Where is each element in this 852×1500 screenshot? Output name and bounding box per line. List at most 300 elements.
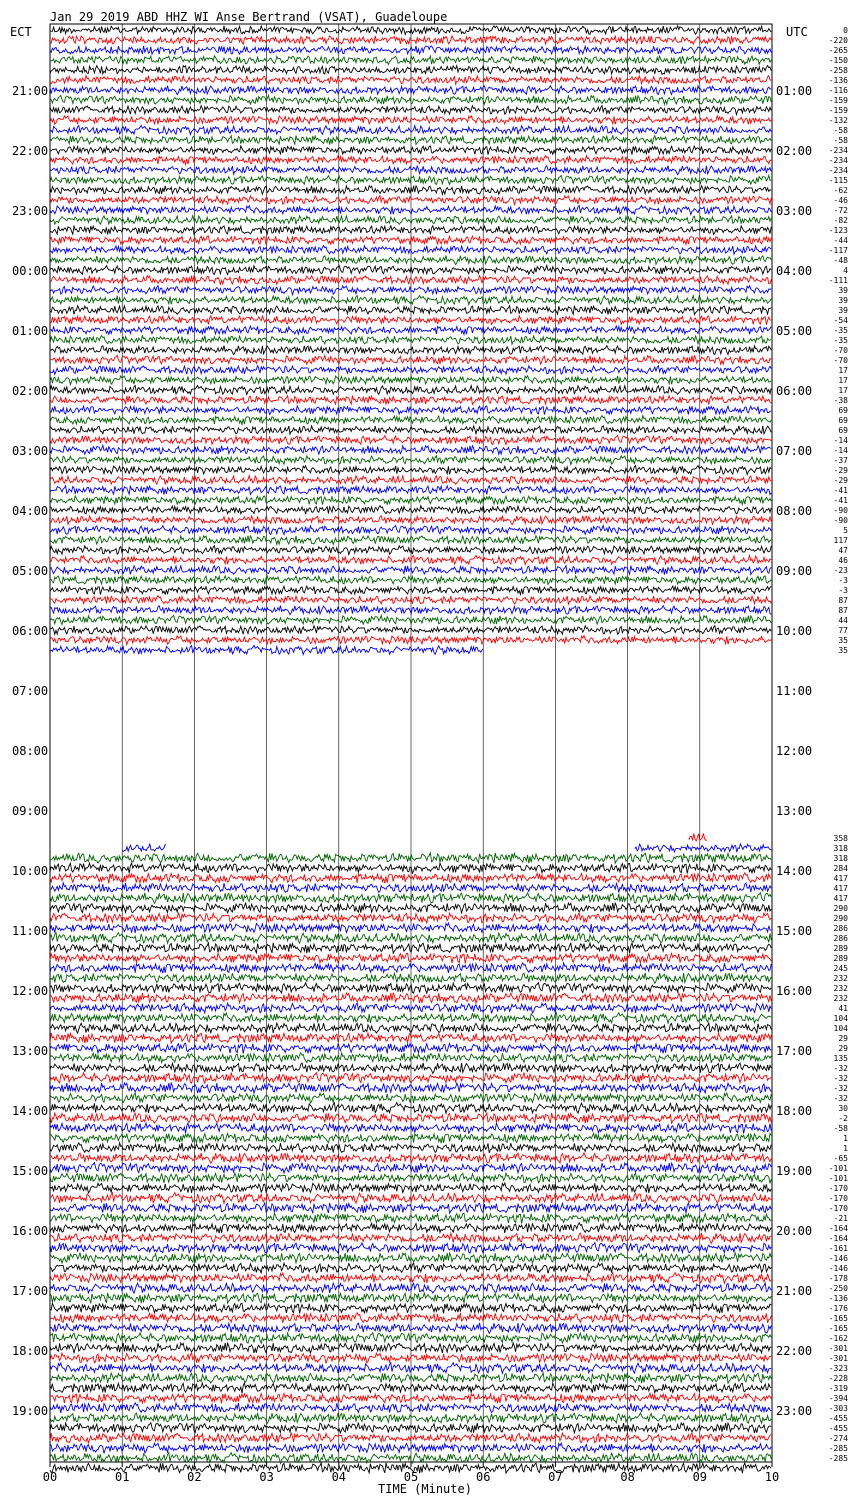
trace-offset-label: -301: [828, 1354, 848, 1363]
trace-bottom-33: [50, 1173, 771, 1183]
trace-top-9: [50, 116, 771, 125]
trace-bottom-48: [50, 1323, 771, 1334]
trace-top-11: [50, 136, 771, 145]
trace-offset-label: -123: [828, 226, 848, 235]
trace-top-12: [50, 146, 771, 155]
left-hour-label: 14:00: [12, 1104, 49, 1118]
trace-top-50: [50, 525, 771, 534]
trace-top-41: [50, 435, 771, 444]
right-hour-label: 06:00: [776, 384, 813, 398]
trace-offset-label: 1: [843, 1144, 848, 1153]
trace-offset-label: -32: [833, 1094, 848, 1103]
trace-offset-label: -285: [828, 1454, 848, 1463]
left-hour-label: 21:00: [12, 84, 49, 98]
trace-bottom-41: [50, 1253, 771, 1263]
trace-offset-label: 4: [843, 266, 848, 275]
trace-bottom-58: [50, 1423, 771, 1433]
trace-top-39: [50, 416, 771, 425]
right-hour-labels: [776, 84, 812, 1418]
trace-top-4: [50, 66, 771, 75]
trace-bottom-15: [50, 993, 771, 1003]
trace-top-38: [50, 406, 771, 415]
trace-offset-label: 30: [838, 1104, 848, 1113]
trace-offset-label: -159: [828, 106, 848, 115]
right-hour-label: 04:00: [776, 264, 813, 278]
trace-bottom-38: [50, 1223, 771, 1233]
trace-offset-label: 318: [833, 854, 848, 863]
trace-top-29: [50, 316, 771, 325]
trace-top-6: [50, 86, 771, 95]
trace-offset-label: -117: [828, 246, 848, 255]
trace-offset-label: -150: [828, 56, 848, 65]
trace-offset-label: -32: [833, 1074, 848, 1083]
trace-bottom-60: [50, 1443, 771, 1453]
trace-offset-label: -44: [833, 236, 848, 245]
trace-bottom-14: [50, 983, 771, 994]
trace-bottom-22: [50, 1063, 771, 1074]
trace-offset-label: -178: [828, 1274, 848, 1283]
trace-offset-label: 29: [838, 1044, 848, 1053]
trace-top-2: [50, 46, 771, 54]
x-tick-label: 03: [259, 1470, 274, 1484]
trace-offset-label: 69: [838, 416, 848, 425]
trace-offset-label: 17: [838, 386, 848, 395]
trace-offset-label: -70: [833, 346, 848, 355]
trace-offset-label: -29: [833, 466, 848, 475]
trace-top-58: [50, 606, 771, 615]
trace-offset-label: 39: [838, 296, 848, 305]
trace-bottom-34: [50, 1183, 771, 1193]
trace-offset-label: -58: [833, 126, 848, 135]
trace-offset-label: 232: [833, 994, 848, 1003]
right-hour-label: 08:00: [776, 504, 813, 518]
trace-bottom-52: [50, 1363, 771, 1374]
trace-bottom-17: [50, 1013, 771, 1024]
trace-top-8: [50, 106, 771, 115]
trace-offset-label: -101: [828, 1174, 848, 1183]
trace-bottom-8: [50, 923, 771, 933]
trace-top-55: [50, 576, 771, 585]
trace-top-13: [50, 156, 771, 165]
trace-top-30: [50, 326, 771, 335]
trace-offset-label: 41: [838, 1004, 848, 1013]
trace-offset-label: -323: [828, 1364, 848, 1373]
left-hour-label: 23:00: [12, 204, 49, 218]
trace-offset-label: -72: [833, 206, 848, 215]
trace-top-53: [50, 555, 771, 564]
trace-top-16: [50, 186, 771, 195]
trace-offset-label: -41: [833, 486, 848, 495]
trace-bottom-9: [50, 933, 771, 944]
left-hour-labels: [12, 84, 48, 1418]
trace-offset-label: 245: [833, 964, 848, 973]
trace-offset-label: 29: [838, 1034, 848, 1043]
right-hour-label: 22:00: [776, 1344, 813, 1358]
trace-offset-label: -58: [833, 136, 848, 145]
trace-offset-label: 87: [838, 606, 848, 615]
trace-bottom-18: [50, 1023, 771, 1033]
trace-offset-label: 17: [838, 366, 848, 375]
trace-resume-burst: [689, 834, 707, 842]
trace-offset-label: -274: [828, 1434, 848, 1443]
trace-offset-label: 232: [833, 974, 848, 983]
trace-offset-label: 286: [833, 924, 848, 933]
trace-offset-label: -101: [828, 1164, 848, 1173]
x-tick-label: 09: [692, 1470, 708, 1484]
trace-top-56: [50, 586, 771, 595]
trace-top-14: [50, 166, 771, 175]
x-tick-label: 06: [475, 1470, 491, 1484]
trace-offset-label: -394: [828, 1394, 848, 1403]
x-tick-label: 02: [187, 1470, 202, 1484]
trace-top-27: [50, 295, 771, 304]
trace-top-59: [50, 615, 771, 624]
trace-offset-label: -301: [828, 1344, 848, 1353]
left-hour-label: 00:00: [12, 264, 49, 278]
trace-top-10: [50, 125, 771, 134]
trace-bottom-56: [50, 1403, 771, 1413]
left-hour-label: 10:00: [12, 864, 49, 878]
trace-offset-label: -165: [828, 1314, 848, 1323]
trace-offset-label: 46: [838, 556, 848, 565]
trace-offset-label: -303: [828, 1404, 848, 1413]
left-hour-label: 09:00: [12, 804, 49, 818]
trace-offset-label: 0: [843, 26, 848, 35]
x-axis-ticks: [43, 1462, 779, 1484]
trace-bottom-4: [50, 883, 771, 893]
trace-offset-label: -111: [828, 276, 848, 285]
trace-offset-label: 358: [833, 834, 848, 843]
trace-bottom-44: [50, 1283, 771, 1293]
trace-offset-label: -220: [828, 36, 848, 45]
trace-offset-label: -37: [833, 456, 848, 465]
trace-bottom-45: [50, 1293, 771, 1303]
trace-offset-label: -35: [833, 336, 848, 345]
trace-bottom-30: [50, 1143, 771, 1153]
trace-top-25: [50, 276, 771, 285]
trace-bottom-25: [50, 1093, 771, 1103]
trace-top-52: [50, 546, 771, 555]
trace-bottom-36: [50, 1203, 771, 1213]
left-hour-label: 16:00: [12, 1224, 49, 1238]
trace-bottom-1: [50, 853, 771, 863]
trace-offset-label: -234: [828, 166, 848, 175]
trace-offset-label: -146: [828, 1254, 848, 1263]
trace-bottom-11: [50, 953, 771, 963]
trace-offset-label: -2: [838, 1114, 848, 1123]
trace-offset-label: 232: [833, 984, 848, 993]
trace-offset-label: 417: [833, 894, 848, 903]
trace-offset-label: -90: [833, 506, 848, 515]
trace-resume-left: [122, 844, 165, 852]
trace-offset-label: 77: [838, 626, 848, 635]
trace-offset-label: -285: [828, 1444, 848, 1453]
trace-top-61: [50, 636, 771, 645]
trace-bottom-43: [50, 1273, 771, 1284]
trace-offset-label: 104: [833, 1024, 848, 1033]
right-hour-label: 13:00: [776, 804, 813, 818]
trace-offset-label: -159: [828, 96, 848, 105]
x-tick-label: 04: [331, 1470, 347, 1484]
trace-top-21: [50, 236, 771, 245]
right-hour-label: 07:00: [776, 444, 813, 458]
right-hour-label: 14:00: [776, 864, 813, 878]
trace-bottom-5: [50, 893, 771, 904]
trace-offset-label: -82: [833, 216, 848, 225]
trace-offset-label: 35: [838, 636, 848, 645]
trace-top-26: [50, 286, 771, 295]
trace-offset-label: -29: [833, 476, 848, 485]
trace-bottom-28: [50, 1123, 771, 1133]
trace-offset-label: -258: [828, 66, 848, 75]
trace-bottom-16: [50, 1003, 771, 1013]
trace-bottom-20: [50, 1043, 771, 1053]
trace-offset-label: -176: [828, 1304, 848, 1313]
trace-bottom-6: [50, 903, 771, 913]
trace-offset-label: 135: [833, 1054, 848, 1063]
trace-offset-label: -136: [828, 1294, 848, 1303]
trace-top-28: [50, 306, 771, 315]
trace-top-37: [50, 396, 771, 405]
trace-offset-label: -265: [828, 46, 848, 55]
trace-offset-label: -136: [828, 76, 848, 85]
trace-top-44: [50, 465, 771, 474]
trace-top-15: [50, 175, 771, 184]
trace-offset-label: -70: [833, 356, 848, 365]
trace-offset-label: -21: [833, 1214, 848, 1223]
trace-offset-label: 39: [838, 286, 848, 295]
chart-title: Jan 29 2019 ABD HHZ WI Anse Bertrand (VSAT), Guadeloupe: [50, 10, 448, 24]
trace-offset-label: 44: [838, 616, 848, 625]
trace-bottom-46: [50, 1303, 771, 1313]
trace-top-40: [50, 426, 771, 435]
trace-top-54: [50, 566, 771, 575]
trace-offset-label: -455: [828, 1424, 848, 1433]
trace-bottom-54: [50, 1383, 771, 1393]
trace-top-49: [50, 516, 771, 525]
trace-offset-label: -146: [828, 1264, 848, 1273]
trace-offset-label: -23: [833, 566, 848, 575]
trace-offset-label: 290: [833, 904, 848, 913]
trace-top-45: [50, 476, 771, 485]
trace-bottom-55: [50, 1393, 771, 1403]
trace-bottom-3: [50, 873, 771, 884]
trace-offset-label: -250: [828, 1284, 848, 1293]
trace-bottom-32: [50, 1163, 771, 1173]
trace-offset-label: 289: [833, 954, 848, 963]
right-hour-label: 23:00: [776, 1404, 813, 1418]
trace-offset-label: -65: [833, 1154, 848, 1163]
trace-offset-label: -3: [838, 586, 848, 595]
trace-top-51: [50, 536, 771, 545]
right-hour-label: 18:00: [776, 1104, 813, 1118]
trace-top-57: [50, 596, 771, 605]
right-hour-label: 12:00: [776, 744, 813, 758]
trace-bottom-2: [50, 863, 771, 873]
trace-offset-label: 17: [838, 376, 848, 385]
trace-bottom-10: [50, 943, 771, 953]
trace-offset-label: -319: [828, 1384, 848, 1393]
trace-bottom-27: [50, 1113, 771, 1123]
trace-top-3: [50, 56, 771, 65]
left-hour-label: 12:00: [12, 984, 49, 998]
left-hour-label: 08:00: [12, 744, 49, 758]
trace-top-24: [50, 265, 771, 274]
trace-offset-label: 117: [833, 536, 848, 545]
trace-offset-label: 1: [843, 1134, 848, 1143]
trace-offset-label: -48: [833, 256, 848, 265]
trace-offset-label: 286: [833, 934, 848, 943]
right-hour-label: 15:00: [776, 924, 813, 938]
trace-offset-label: -132: [828, 116, 848, 125]
trace-top-33: [50, 355, 771, 364]
right-hour-label: 01:00: [776, 84, 813, 98]
trace-offset-label: 47: [838, 546, 848, 555]
trace-top-7: [50, 95, 771, 104]
trace-top-43: [50, 456, 771, 465]
trace-offset-label: -170: [828, 1194, 848, 1203]
trace-offset-label: -14: [833, 436, 848, 445]
trace-top-31: [50, 336, 771, 345]
right-hour-label: 03:00: [776, 204, 813, 218]
trace-offset-label: -164: [828, 1224, 848, 1233]
trace-top-34: [50, 366, 771, 375]
trace-offset-label: -14: [833, 446, 848, 455]
trace-bottom-12: [50, 963, 771, 973]
left-hour-label: 17:00: [12, 1284, 49, 1298]
trace-bottom-59: [50, 1433, 771, 1443]
trace-bottom-26: [50, 1103, 771, 1114]
right-hour-label: 19:00: [776, 1164, 813, 1178]
left-hour-label: 02:00: [12, 384, 49, 398]
trace-offset-label: -165: [828, 1324, 848, 1333]
trace-offset-labels: [829, 26, 848, 1463]
trace-offset-label: -116: [828, 86, 848, 95]
right-hour-label: 20:00: [776, 1224, 813, 1238]
x-tick-label: 01: [114, 1470, 130, 1484]
trace-top-35: [50, 376, 771, 385]
trace-top-1: [50, 36, 771, 45]
left-hour-label: 22:00: [12, 144, 49, 158]
trace-top-36: [50, 385, 771, 394]
trace-bottom-50: [50, 1343, 771, 1353]
trace-top-32: [50, 346, 771, 355]
right-zone-label: UTC: [786, 25, 808, 39]
trace-offset-label: -162: [828, 1334, 848, 1343]
x-tick-label: 00: [42, 1470, 58, 1484]
trace-offset-label: -54: [833, 316, 848, 325]
trace-bottom-31: [50, 1153, 771, 1164]
trace-offset-label: -41: [833, 496, 848, 505]
trace-top-22: [50, 246, 771, 255]
left-hour-label: 06:00: [12, 624, 49, 638]
trace-bottom-7: [50, 913, 771, 923]
trace-bottom-21: [50, 1053, 771, 1063]
left-hour-label: 04:00: [12, 504, 49, 518]
trace-offset-label: -161: [828, 1244, 848, 1253]
trace-offset-label: -35: [833, 326, 848, 335]
trace-top-23: [50, 256, 771, 265]
trace-top-19: [50, 216, 771, 225]
trace-offset-label: 104: [833, 1014, 848, 1023]
trace-top-42: [50, 445, 771, 454]
right-hour-label: 02:00: [776, 144, 813, 158]
left-hour-label: 19:00: [12, 1404, 49, 1418]
trace-offset-label: 69: [838, 406, 848, 415]
trace-top-18: [50, 205, 771, 214]
trace-offset-label: 417: [833, 874, 848, 883]
trace-offset-label: 69: [838, 426, 848, 435]
trace-resume-right: [635, 844, 772, 852]
left-hour-label: 13:00: [12, 1044, 49, 1058]
trace-bottom-29: [50, 1133, 771, 1143]
trace-offset-label: -164: [828, 1234, 848, 1243]
trace-top-46: [50, 486, 771, 495]
trace-bottom-35: [50, 1193, 771, 1204]
trace-offset-label: -455: [828, 1414, 848, 1423]
trace-offset-label: 87: [838, 596, 848, 605]
left-hour-label: 11:00: [12, 924, 49, 938]
trace-bottom-40: [50, 1243, 771, 1254]
trace-offset-label: -46: [833, 196, 848, 205]
left-hour-label: 01:00: [12, 324, 49, 338]
left-zone-label: ECT: [10, 25, 32, 39]
trace-offset-label: -170: [828, 1184, 848, 1193]
trace-offset-label: 5: [843, 526, 848, 535]
trace-top-60: [50, 626, 771, 635]
right-hour-label: 10:00: [776, 624, 813, 638]
trace-bottom-39: [50, 1233, 771, 1244]
trace-top-5: [50, 76, 771, 85]
trace-offset-label: -62: [833, 186, 848, 195]
trace-offset-label: 318: [833, 844, 848, 853]
trace-offset-label: 417: [833, 884, 848, 893]
left-hour-label: 05:00: [12, 564, 49, 578]
x-tick-label: 05: [403, 1470, 419, 1484]
trace-offset-label: 290: [833, 914, 848, 923]
trace-offset-label: -58: [833, 1124, 848, 1133]
left-hour-label: 07:00: [12, 684, 49, 698]
trace-top-0: [50, 26, 771, 35]
trace-bottom-42: [50, 1263, 771, 1273]
right-hour-label: 16:00: [776, 984, 813, 998]
trace-bottom-51: [50, 1353, 771, 1363]
trace-offset-label: 289: [833, 944, 848, 953]
trace-bottom-49: [50, 1333, 771, 1344]
trace-bottom-23: [50, 1073, 771, 1084]
right-hour-label: 21:00: [776, 1284, 813, 1298]
trace-offset-label: -90: [833, 516, 848, 525]
trace-offset-label: -234: [828, 156, 848, 165]
left-hour-label: 03:00: [12, 444, 49, 458]
right-hour-label: 09:00: [776, 564, 813, 578]
trace-offset-label: -115: [828, 176, 848, 185]
x-tick-label: 08: [620, 1470, 635, 1484]
trace-top-47: [50, 496, 771, 505]
trace-offset-label: -228: [828, 1374, 848, 1383]
trace-top-48: [50, 506, 771, 515]
trace-top-17: [50, 196, 771, 205]
left-hour-label: 15:00: [12, 1164, 49, 1178]
trace-offset-label: -38: [833, 396, 848, 405]
left-hour-label: 18:00: [12, 1344, 49, 1358]
trace-offset-label: 284: [833, 864, 848, 873]
trace-offset-label: 39: [838, 306, 848, 315]
trace-offset-label: -32: [833, 1084, 848, 1093]
trace-bottom-47: [50, 1313, 771, 1323]
trace-offset-label: 35: [838, 646, 848, 655]
x-tick-label: 10: [764, 1470, 780, 1484]
